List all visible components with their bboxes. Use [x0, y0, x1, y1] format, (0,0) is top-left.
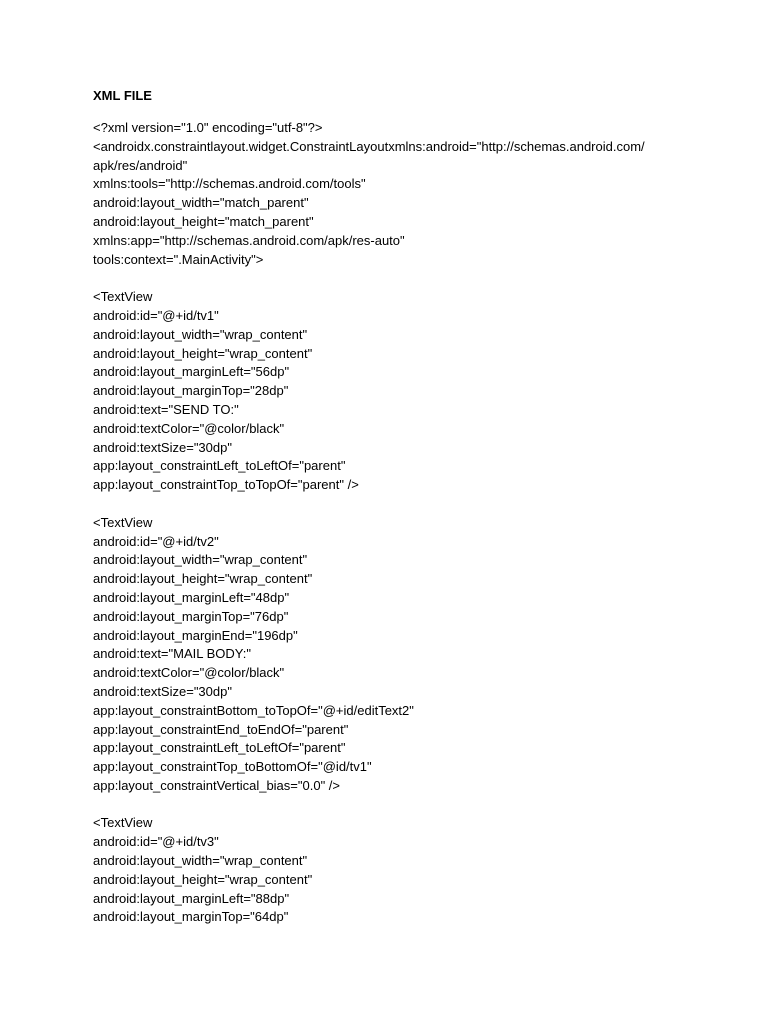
- code-line: android:layout_marginTop="28dp": [93, 383, 289, 399]
- code-line: android:layout_height="wrap_content": [93, 871, 313, 887]
- code-line: android:text="MAIL BODY:": [93, 646, 251, 662]
- document-content: [93, 86, 733, 927]
- code-line: android:layout_width="wrap_content": [93, 853, 308, 869]
- code-line: <?xml version="1.0" encoding="utf-8"?>: [93, 120, 323, 135]
- document-title: XML FILE: [93, 88, 152, 103]
- code-line: android:text="SEND TO:": [93, 401, 239, 417]
- code-line: android:layout_marginLeft="48dp": [93, 589, 290, 605]
- code-line: app:layout_constraintEnd_toEndOf="parent": [93, 721, 349, 737]
- code-line: <androidx.constraintlayout.widget.ConstraintLayoutxmlns:android="http://schemas.android.com/: [93, 138, 645, 154]
- code-line: android:layout_width="wrap_content": [93, 326, 308, 342]
- code-line: android:id="@+id/tv2": [93, 533, 219, 549]
- blank-line: [93, 796, 733, 815]
- code-line: android:layout_marginTop="64dp": [93, 909, 289, 925]
- code-line: app:layout_constraintVertical_bias="0.0" />: [93, 777, 340, 793]
- blank-line: [93, 495, 733, 514]
- code-line: android:id="@+id/tv3": [93, 834, 219, 850]
- code-line: android:layout_marginEnd="196dp": [93, 627, 298, 643]
- code-line: <TextView: [93, 514, 153, 530]
- code-line: xmlns:tools="http://schemas.android.com/tools": [93, 176, 366, 192]
- code-line: android:layout_height="match_parent": [93, 213, 314, 229]
- code-line: <TextView: [93, 289, 153, 305]
- code-line: android:textColor="@color/black": [93, 420, 285, 436]
- code-line: app:layout_constraintTop_toBottomOf="@id/tv1": [93, 759, 372, 775]
- code-line: app:layout_constraintLeft_toLeftOf="parent": [93, 458, 346, 474]
- code-line: android:layout_marginTop="76dp": [93, 608, 289, 624]
- code-line: android:layout_width="wrap_content": [93, 552, 308, 568]
- code-line: <TextView: [93, 815, 153, 831]
- code-line: apk/res/android": [93, 157, 188, 173]
- code-line: tools:context=".MainActivity">: [93, 251, 264, 267]
- code-line: android:layout_height="wrap_content": [93, 571, 313, 587]
- code-line: android:textSize="30dp": [93, 439, 232, 455]
- code-line: app:layout_constraintBottom_toTopOf="@+id/editText2": [93, 702, 414, 718]
- code-line: android:layout_marginLeft="56dp": [93, 364, 290, 380]
- code-line: android:id="@+id/tv1": [93, 307, 219, 323]
- blank-line: [93, 269, 733, 288]
- code-line: android:textSize="30dp": [93, 683, 232, 699]
- code-line: android:layout_height="wrap_content": [93, 345, 313, 361]
- document-body: [93, 119, 733, 927]
- code-line: xmlns:app="http://schemas.android.com/apk/res-auto": [93, 232, 405, 248]
- code-line: android:layout_marginLeft="88dp": [93, 890, 290, 906]
- code-line: app:layout_constraintLeft_toLeftOf="parent": [93, 740, 346, 756]
- code-line: android:layout_width="match_parent": [93, 195, 309, 211]
- code-line: app:layout_constraintTop_toTopOf="parent" />: [93, 477, 359, 493]
- code-line: android:textColor="@color/black": [93, 665, 285, 681]
